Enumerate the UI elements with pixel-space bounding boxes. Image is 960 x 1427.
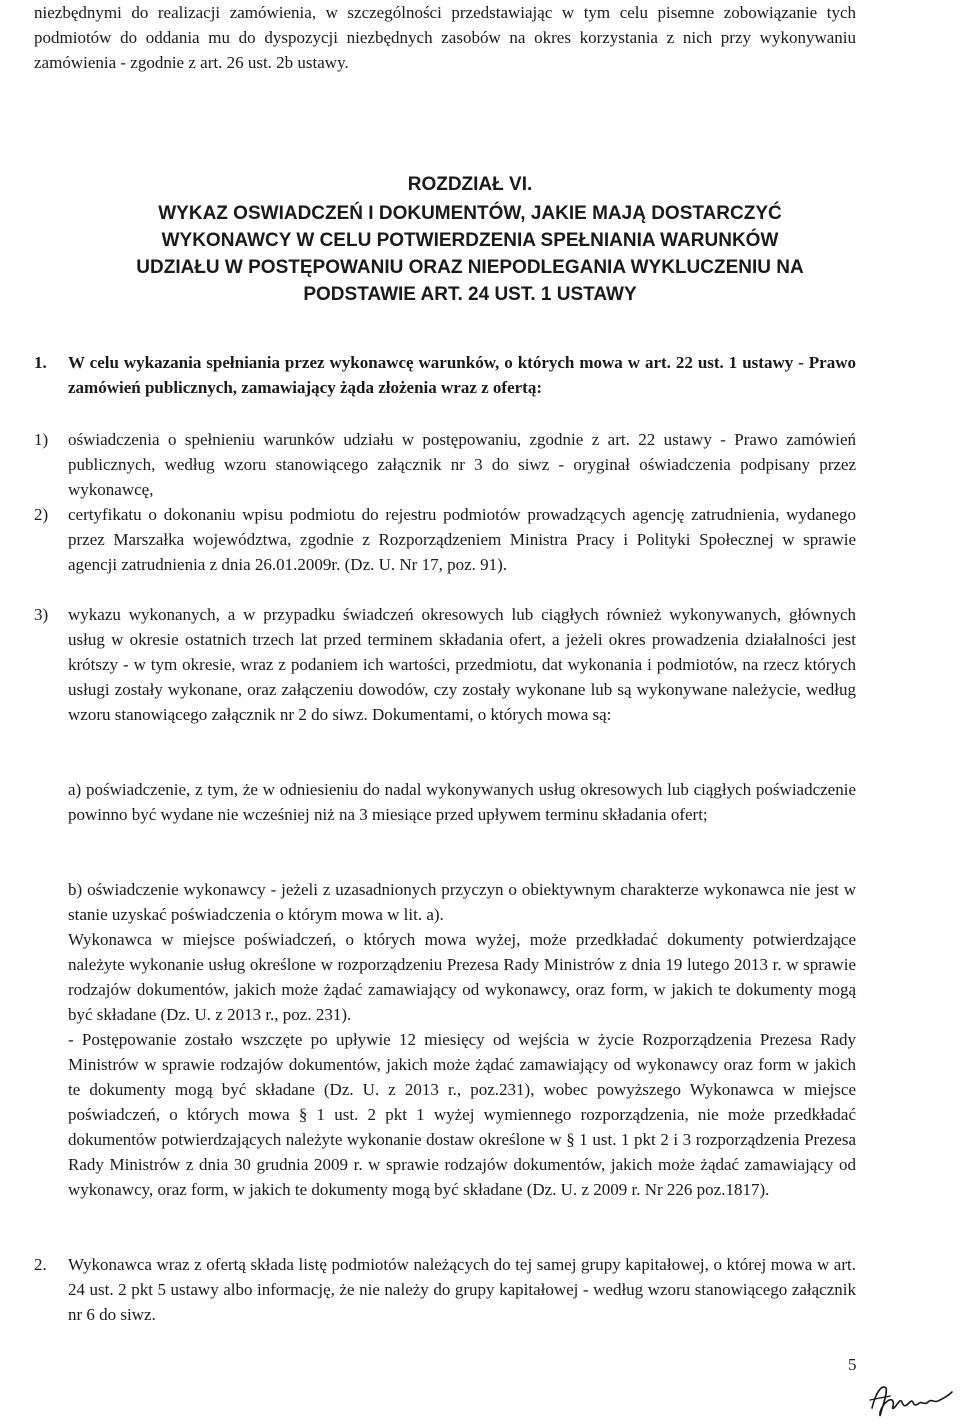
subpoint-a: a) poświadczenie, z tym, że w odniesieniu do nadal wykonywanych usług okresowych lub ciągłych poświadczenie powinno być wydane nie wcześniej niż na 3 miesiące przed upływem terminu składania ofert; bbox=[68, 780, 856, 824]
heading-line-2: WYKONAWCY W CELU POTWIERDZENIA SPEŁNIANIA WARUNKÓW bbox=[161, 230, 779, 251]
heading-line-4: PODSTAWIE ART. 24 UST. 1 USTAWY bbox=[303, 284, 637, 305]
section-2-number: 2. bbox=[34, 1255, 47, 1274]
list-item-text: wykazu wykonanych, a w przypadku świadczeń okresowych lub ciągłych również wykonywanych, głównych usług w okresie ostatnich trzech lat przed terminem składania ofert, a jeżeli okres prowadzenia działalności jest krótszy - w tym okresie, wraz z podaniem ich wartości, przedmiotu, dat wykonania i podmiotów, na rzecz których usługi zostały wykonane, oraz załączeniu dowodów, czy zostały wykonane lub są wykonywane należycie, według wzoru stanowiącego załącznik nr 2 do siwz. Dokumentami, o których mowa są: bbox=[68, 605, 856, 724]
section-2 bbox=[34, 1252, 856, 1328]
chapter-heading: ROZDZIAŁ VI. bbox=[407, 174, 533, 195]
page-number: 5 bbox=[848, 1355, 857, 1374]
paragraph-wykonawca: Wykonawca w miejsce poświadczeń, o których mowa wyżej, może przedkładać dokumenty potwierdzające należyte wykonanie usług określone w rozporządzeniu Prezesa Rady Ministrów z dnia 19 lutego 2013 r. w sprawie rodzajów dokumentów, jakich może żądać zamawiający od wykonawcy, oraz form, w jakich te dokumenty mogą być składane (Dz. U. z 2013 r., poz. 231). bbox=[68, 930, 856, 1024]
list-item-text: oświadczenia o spełnieniu warunków udziału w postępowaniu, zgodnie z art. 22 ustawy - Prawo zamówień publicznych, według wzoru stanowiącego załącznik nr 3 do siwz - oryginał oświadczenia podpisany przez wykonawcę, bbox=[68, 430, 856, 499]
section-1-number: 1. bbox=[34, 353, 47, 372]
intro-paragraph: niezbędnymi do realizacji zamówienia, w szczególności przedstawiając w tym celu pisemne zobowiązanie tych podmiotów do oddania mu do dyspozycji niezbędnych zasobów na okres korzystania z nich przy wykonywaniu zamówienia - zgodnie z art. 26 ust. 2b ustawy. bbox=[34, 3, 856, 72]
subpoint-b: b) oświadczenie wykonawcy - jeżeli z uzasadnionych przyczyn o obiektywnym charakterze wykonawca nie jest w stanie uzyskać poświadczenia o którym mowa w lit. a). bbox=[68, 880, 856, 924]
list-item-3 bbox=[34, 602, 856, 777]
list-item-text: certyfikatu o dokonaniu wpisu podmiotu do rejestru podmiotów prowadzących agencję zatrudnienia, wydanego przez Marszałka województwa, zgodnie z Rozporządzeniem Ministra Pracy i Polityki Społecznej w sprawie agencji zatrudnienia z dnia 26.01.2009r. (Dz. U. Nr 17, poz. 91). bbox=[68, 505, 856, 574]
handwritten-signature bbox=[868, 1378, 954, 1420]
section-1-text: W celu wykazania spełniania przez wykonawcę warunków, o których mowa w art. 22 ust. 1 ustawy - Prawo zamówień publicznych, zamawiający żąda złożenia wraz z ofertą: bbox=[68, 353, 856, 397]
list-item-number: 3) bbox=[34, 605, 49, 624]
heading-line-3: UDZIAŁU W POSTĘPOWANIU ORAZ NIEPODLEGANIA WYKLUCZENIU NA bbox=[136, 257, 804, 278]
list-item-number: 1) bbox=[34, 430, 49, 449]
heading-line-1: WYKAZ OSWIADCZEŃ I DOKUMENTÓW, JAKIE MAJĄ DOSTARCZYĆ bbox=[158, 203, 782, 224]
section-1 bbox=[34, 350, 856, 426]
list-item-1 bbox=[34, 427, 856, 503]
paragraph-postepowanie: - Postępowanie zostało wszczęte po upływie 12 miesięcy od wejścia w życie Rozporządzenia Prezesa Rady Ministrów w sprawie rodzajów dokumentów, jakich może żądać zamawiający od wykonawcy oraz form w jakich te dokumenty mogą być składane (Dz. U. z 2013 r., poz.231), wobec powyższego Wykonawca w miejsce poświadczeń, o których mowa § 1 ust. 2 pkt 1 wyżej wymiennego rozporządzenia, nie może przedkładać dokumentów potwierdzających należyte wykonanie dostaw określone w § 1 ust. 1 pkt 2 i 3 rozporządzenia Prezesa Rady Ministrów z dnia 30 grudnia 2009 r. w sprawie rodzajów dokumentów, jakich może żądać zamawiający od wykonawcy, oraz form, w jakich te dokumenty mogą być składane (Dz. U. z 2009 r. Nr 226 poz.1817). bbox=[68, 1030, 856, 1199]
list-item-2 bbox=[34, 502, 856, 602]
section-2-text: Wykonawca wraz z ofertą składa listę podmiotów należących do tej samej grupy kapitałowej, o której mowa w art. 24 ust. 2 pkt 5 ustawy albo informację, że nie należy do grupy kapitałowej - według wzoru stanowiącego załącznik nr 6 do siwz. bbox=[68, 1255, 856, 1324]
list-item-number: 2) bbox=[34, 505, 49, 524]
